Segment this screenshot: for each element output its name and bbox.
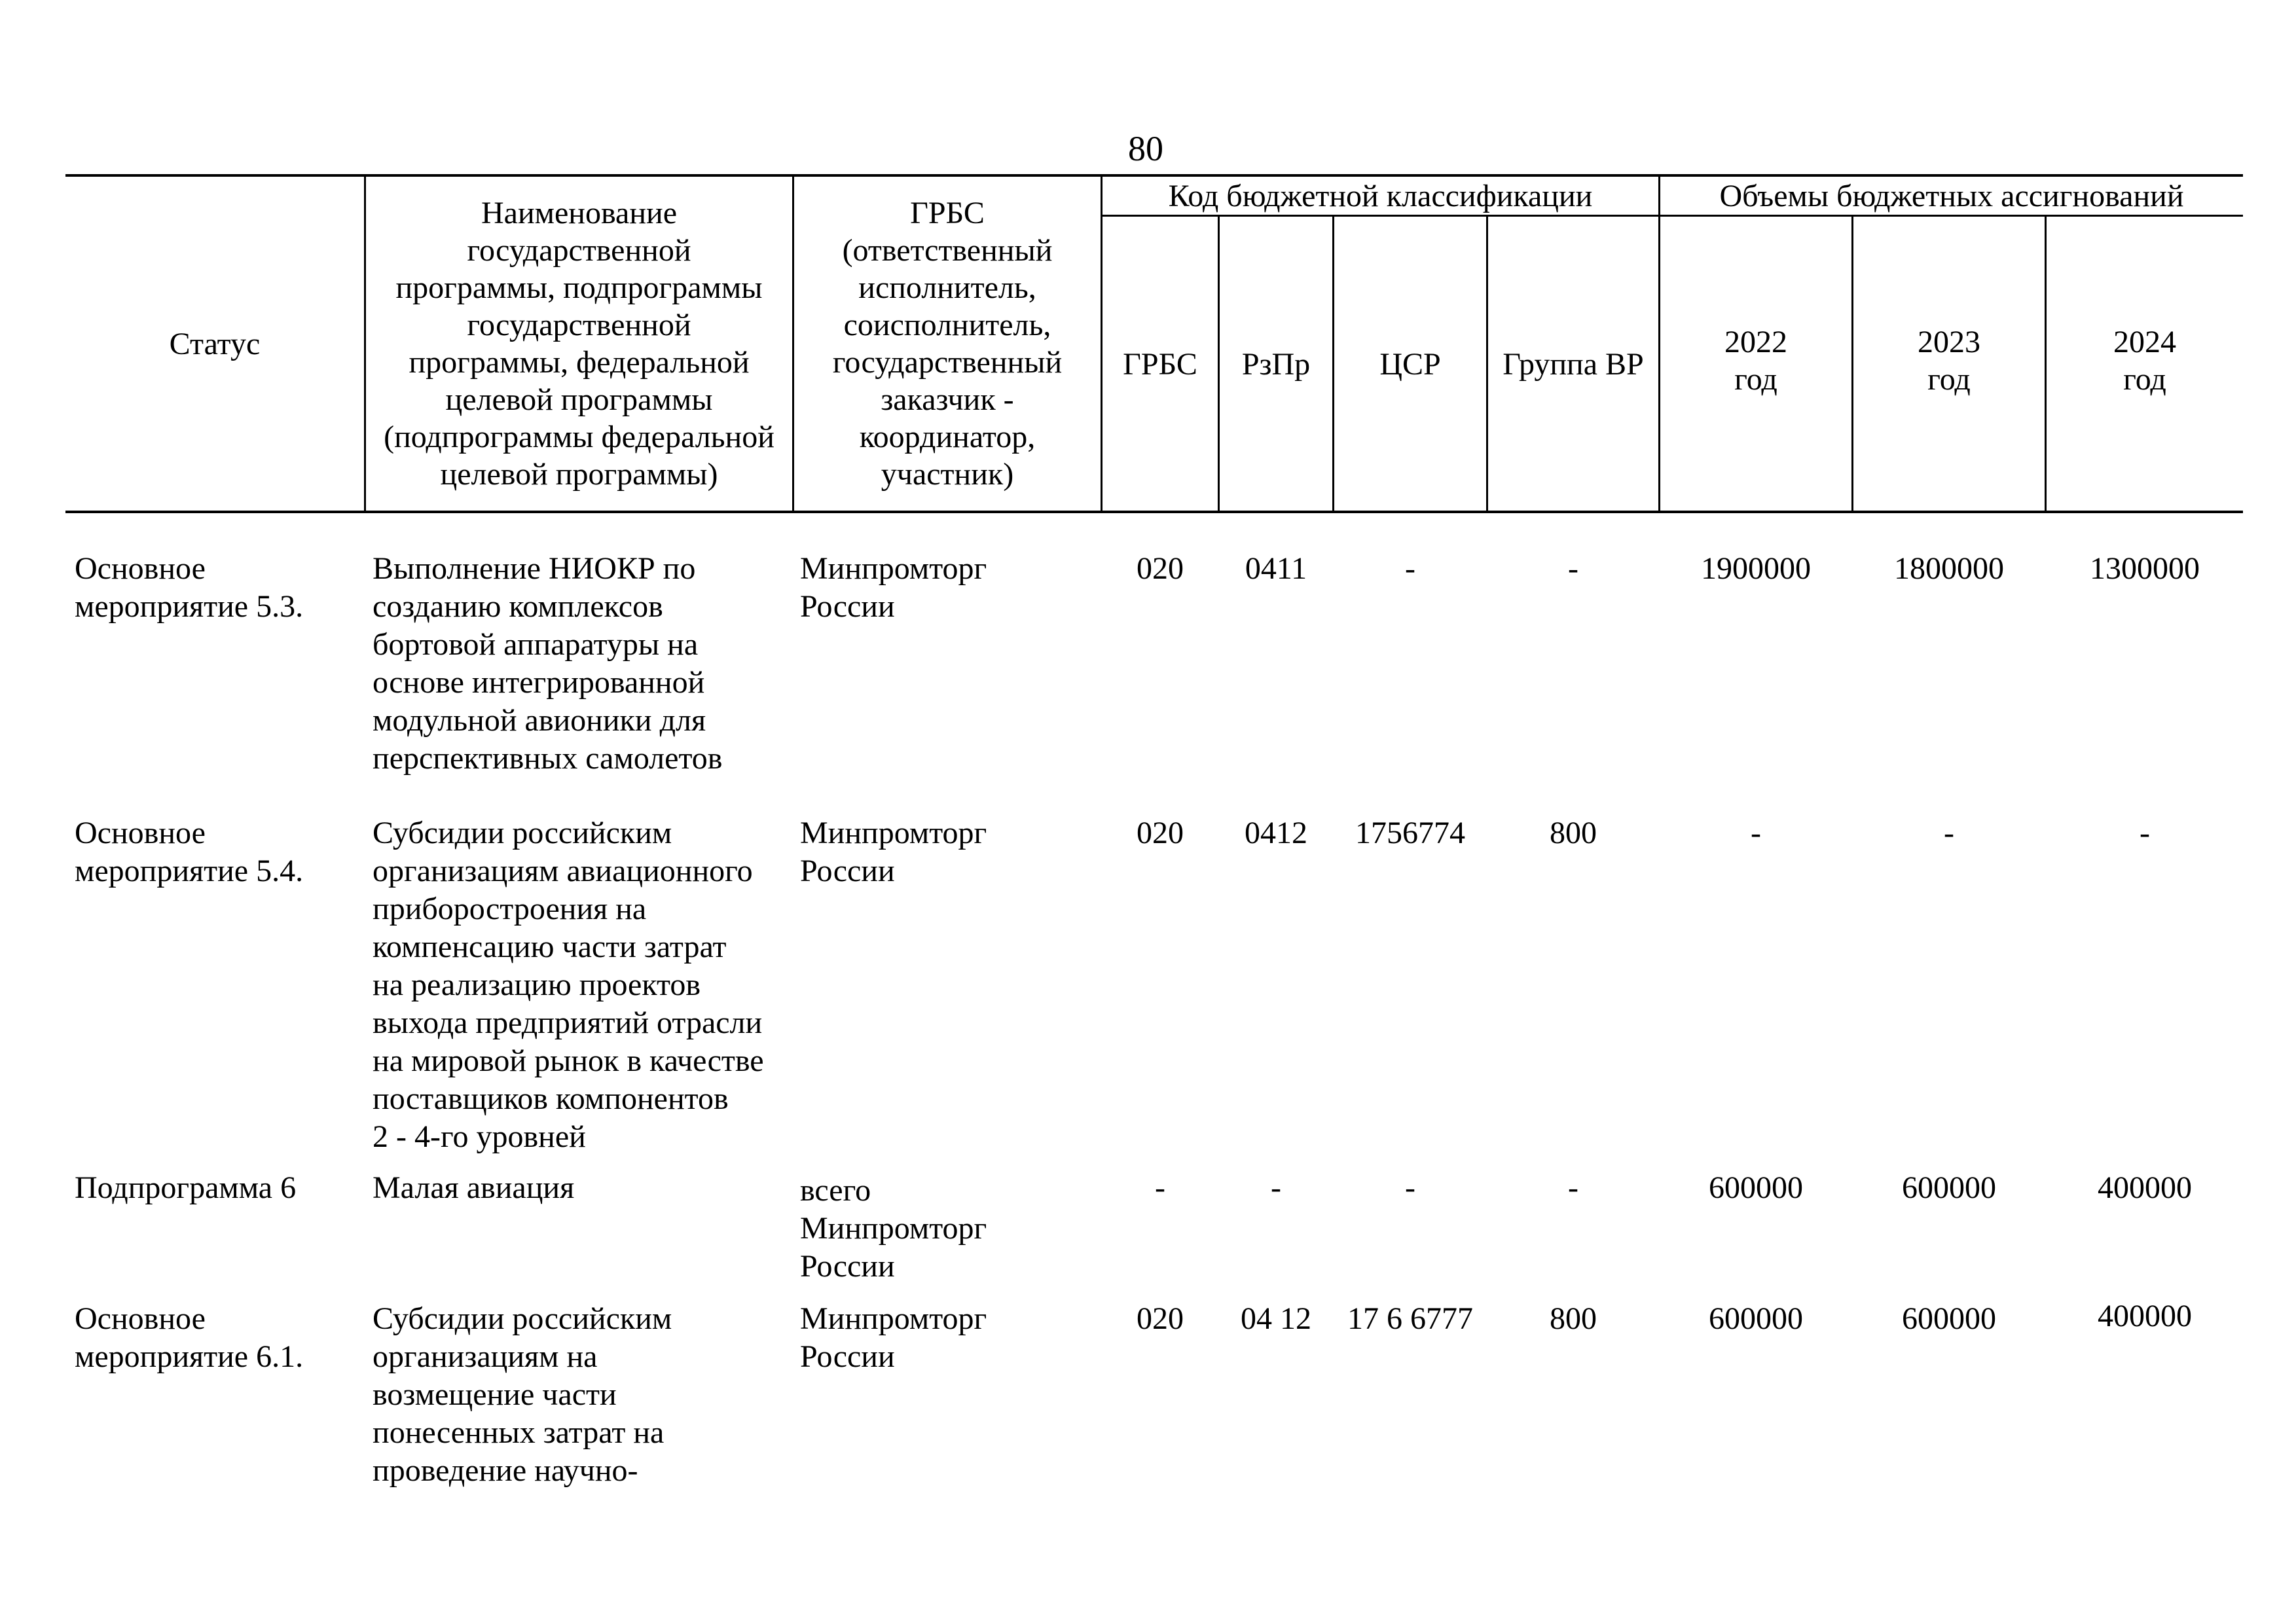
row-name: Субсидии российским организациям на возмещение части понесенных затрат на проведение научно- [373,1301,672,1488]
row-csr: 1756774 [1355,816,1465,850]
row-y2022: 1900000 [1701,551,1811,586]
header-2022: 2022 год [1724,325,1787,397]
page-number: 80 [1128,129,1163,168]
row-vr: 800 [1550,1301,1597,1336]
row-vr: - [1568,551,1578,586]
row-csr: - [1405,551,1415,586]
row-y2024: 400000 [2098,1170,2192,1205]
row-rzpr: 0412 [1245,816,1307,850]
header-name: Наименование государственной программы, подпрограммы государственной программы, федеральной целевой программы (подпрограммы федеральной целевой программы) [384,196,774,492]
row-grbs: - [1155,1170,1165,1205]
header-csr: ЦСР [1379,346,1441,382]
row-vr: - [1568,1170,1578,1205]
header-2023: 2023 год [1918,325,1980,397]
row-status: Основное мероприятие 5.3. [75,551,304,624]
row-status: Основное мероприятие 5.4. [75,816,304,888]
row-csr: - [1405,1170,1415,1205]
row-rzpr: 0411 [1245,551,1307,586]
row-y2022: 600000 [1709,1301,1803,1336]
row-grbs-role: Минпромторг России [800,551,987,624]
header-budget-alloc-group: Объемы бюджетных ассигнований [1719,178,2184,213]
row-grbs: 020 [1137,816,1184,850]
row-y2024: 1300000 [2090,551,2200,586]
row-vr: 800 [1550,816,1597,850]
header-2024: 2024 год [2113,325,2176,397]
header-bottom-rule [65,511,2243,513]
row-rzpr: 04 12 [1241,1301,1311,1336]
header-grbs: ГРБС [1123,346,1197,382]
header-vr: Группа ВР [1503,346,1644,382]
row-y2023: - [1944,816,1954,850]
row-rzpr: - [1271,1170,1281,1205]
row-y2023: 600000 [1902,1301,1996,1336]
row-y2022: 600000 [1709,1170,1803,1205]
header-group-rule [1101,215,2243,217]
header-budget-code-group: Код бюджетной классификации [1168,178,1593,213]
row-name: Субсидии российским организациям авиационного приборостроения на компенсацию части затрат на реализацию проектов выхода предприятий отрасли на мировой рынок в качестве поставщиков компонентов 2 - 4-го уровней [373,816,764,1154]
row-grbs: 020 [1137,551,1184,586]
row-name: Малая авиация [373,1170,575,1205]
row-y2023: 600000 [1902,1170,1996,1205]
row-grbs-role: Минпромторг России [800,1301,987,1374]
row-y2024: - [2140,816,2150,850]
row-status: Подпрограмма 6 [75,1170,297,1205]
row-status: Основное мероприятие 6.1. [75,1301,304,1374]
row-name: Выполнение НИОКР по созданию комплексов бортовой аппаратуры на основе интегрированной модульной авионики для перспективных самолетов [373,551,723,776]
row-grbs-role: Минпромторг России [800,816,987,888]
row-y2024: 400000 [2098,1299,2192,1333]
row-grbs-role: всего Минпромторг России [800,1173,987,1284]
header-rzpr: РзПр [1241,346,1311,382]
row-y2022: - [1751,816,1761,850]
row-csr: 17 6 6777 [1347,1301,1473,1336]
row-grbs: 020 [1137,1301,1184,1336]
row-y2023: 1800000 [1894,551,2004,586]
header-status: Статус [169,326,261,361]
header-grbs-role: ГРБС (ответственный исполнитель, соисполнитель, государственный заказчик - координатор, участник) [832,196,1063,492]
